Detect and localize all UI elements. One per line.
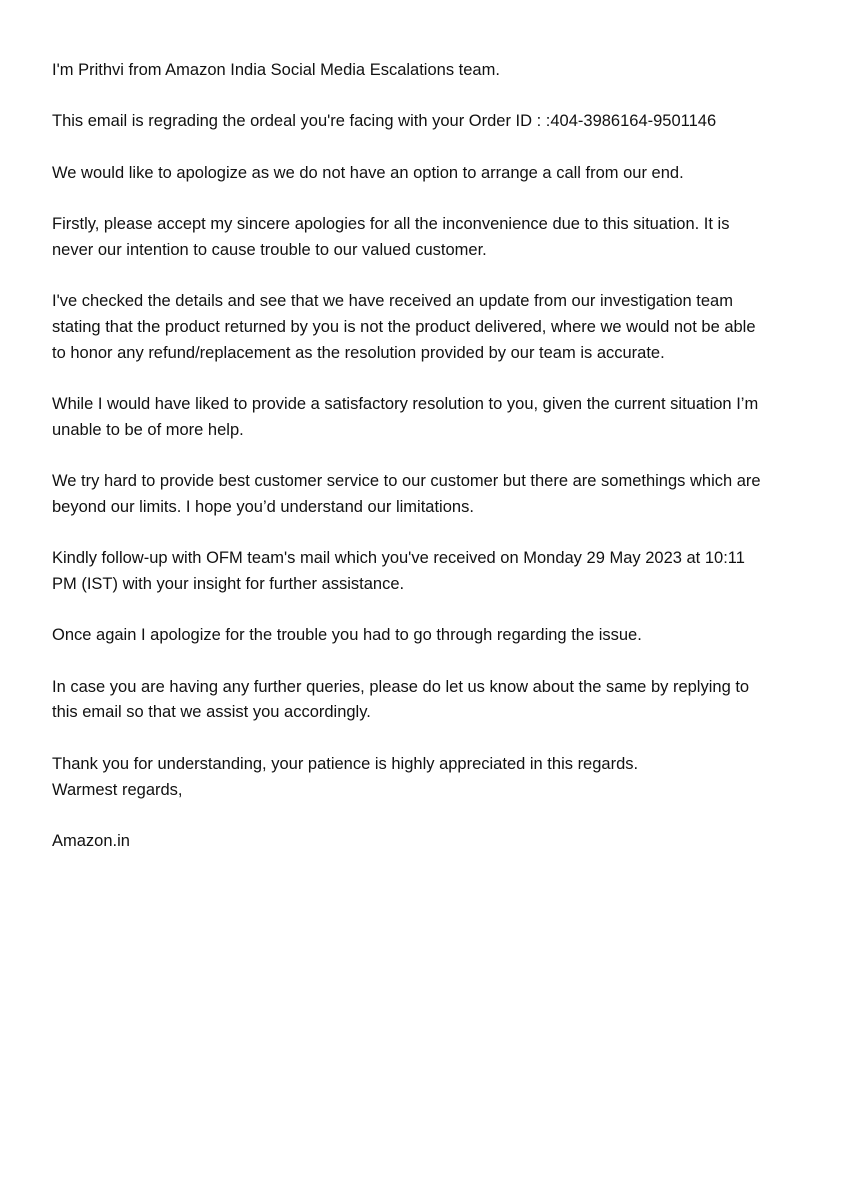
call-paragraph: We would like to apologize as we do not have an option to arrange a call from our end. (52, 163, 684, 182)
followup-line: PM (IST) with your insight for further assistance. (52, 574, 405, 593)
order-id-paragraph: This email is regrading the ordeal you're facing with your Order ID : :404-3986164-9501146 (52, 112, 717, 131)
apology-paragraph (52, 212, 797, 263)
investigation-paragraph (52, 289, 797, 366)
service-paragraph (52, 469, 797, 520)
thanks-line: Thank you for understanding, your patience is highly appreciated in this regards. (52, 754, 639, 773)
service-line: beyond our limits. I hope you’d understand our limitations. (52, 497, 474, 516)
queries-paragraph (52, 675, 797, 726)
followup-line: Kindly follow-up with OFM team's mail which you've received on Monday 29 May 2023 at 10:11 (52, 549, 745, 568)
apology-line: never our intention to cause trouble to our valued customer. (52, 240, 487, 259)
email-body (52, 58, 797, 880)
followup-paragraph (52, 546, 797, 597)
queries-line: In case you are having any further queries, please do let us know about the same by replying to (52, 677, 750, 696)
resolution-paragraph (52, 392, 797, 443)
service-line: We try hard to provide best customer service to our customer but there are somethings which are (52, 472, 761, 491)
resolution-line: While I would have liked to provide a satisfactory resolution to you, given the current situation I’m (52, 395, 759, 414)
investigation-line: to honor any refund/replacement as the resolution provided by our team is accurate. (52, 343, 665, 362)
greeting-paragraph: I'm Prithvi from Amazon India Social Media Escalations team. (52, 61, 500, 79)
investigation-line: stating that the product returned by you is not the product delivered, where we would not be able (52, 317, 756, 336)
queries-line: this email so that we assist you accordingly. (52, 703, 371, 722)
apology-again-paragraph: Once again I apologize for the trouble you had to go through regarding the issue. (52, 626, 642, 645)
investigation-line: I've checked the details and see that we have received an update from our investigation team (52, 292, 733, 311)
closing-line: Warmest regards, (52, 780, 183, 799)
apology-line: Firstly, please accept my sincere apologies for all the inconvenience due to this situation. It is (52, 215, 730, 234)
signature: Amazon.in (52, 831, 130, 850)
resolution-line: unable to be of more help. (52, 420, 244, 439)
